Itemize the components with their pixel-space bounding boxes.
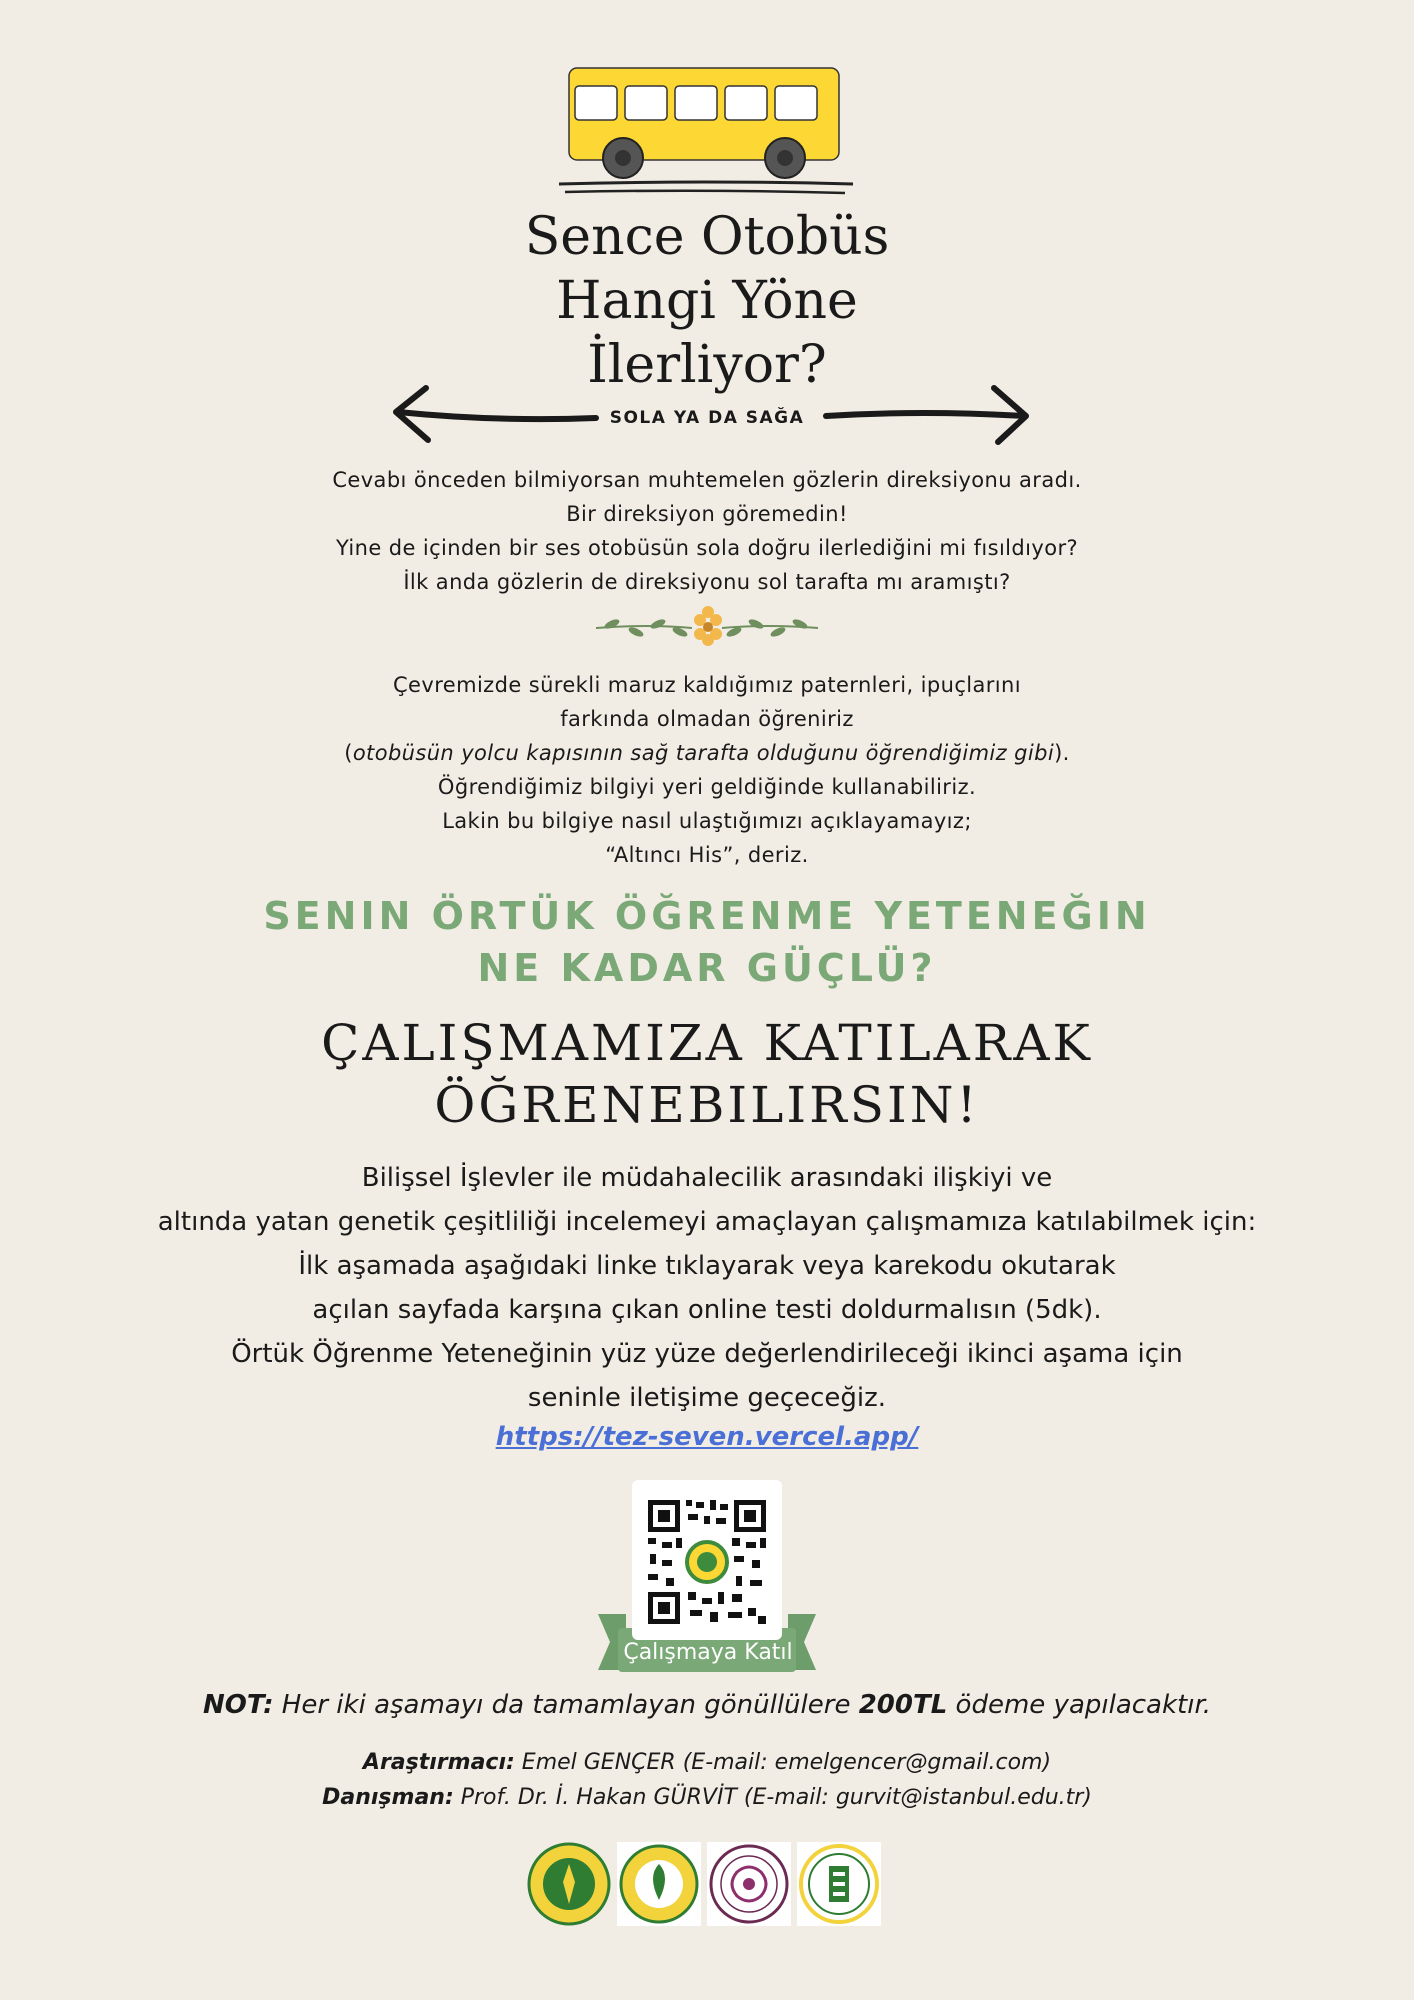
istanbul-university-logo bbox=[527, 1842, 611, 1926]
bus-illustration bbox=[555, 62, 860, 202]
note-text-before: Her iki aşamayı da tamamlayan gönüllülere bbox=[273, 1690, 859, 1720]
note-amount: 200TL bbox=[858, 1690, 948, 1720]
title-line-3: İlerliyor? bbox=[587, 335, 827, 395]
floral-divider-icon bbox=[592, 604, 822, 648]
intro-line: Bir direksiyon göremedin! bbox=[566, 502, 848, 526]
question-line-2: NE KADAR GÜÇLÜ? bbox=[477, 946, 937, 990]
paren-close: ). bbox=[1054, 741, 1070, 765]
note-label: NOT: bbox=[202, 1690, 274, 1720]
call-to-action-heading bbox=[0, 1012, 1414, 1136]
qr-code-card[interactable] bbox=[632, 1480, 782, 1640]
cta-line-1: ÇALIŞMAMIZA KATILARAK bbox=[321, 1014, 1093, 1072]
explanation-line: Lakin bu bilgiye nasıl ulaştığımızı açıklayamayız; bbox=[442, 809, 972, 833]
researcher-label: Araştırmacı: bbox=[362, 1750, 515, 1775]
question-heading bbox=[0, 890, 1414, 994]
researcher-value: Emel GENÇER (E-mail: emelgencer@gmail.com) bbox=[514, 1750, 1052, 1775]
study-link[interactable]: https://tez-seven.vercel.app/ bbox=[495, 1422, 919, 1452]
advisor-label: Danışman: bbox=[322, 1785, 454, 1810]
istanbul-medical-faculty-logo bbox=[707, 1842, 791, 1926]
intro-line: Yine de içinden bir ses otobüsün sola doğru ilerlediğini mi fısıldıyor? bbox=[335, 536, 1079, 560]
aziz-sancar-institute-logo bbox=[797, 1842, 881, 1926]
instruction-line: İlk aşamada aşağıdaki linke tıklayarak veya karekodu okutarak bbox=[298, 1251, 1116, 1281]
qr-code-icon bbox=[632, 1488, 782, 1638]
join-study-label: Çalışmaya Katıl bbox=[623, 1640, 793, 1665]
paren-open: ( bbox=[344, 741, 353, 765]
researcher-line bbox=[0, 1745, 1414, 1780]
note-text-after: ödeme yapılacaktır. bbox=[947, 1690, 1212, 1720]
advisor-value: Prof. Dr. İ. Hakan GÜRVİT (E-mail: gurvit@istanbul.edu.tr) bbox=[453, 1785, 1092, 1810]
explanation-paragraph bbox=[0, 668, 1414, 872]
advisor-line bbox=[0, 1780, 1414, 1815]
instructions-paragraph bbox=[0, 1156, 1414, 1420]
intro-line: Cevabı önceden bilmiyorsan muhtemelen gözlerin direksiyonu aradı. bbox=[332, 468, 1082, 492]
intro-line: İlk anda gözlerin de direksiyonu sol tarafta mı aramıştı? bbox=[403, 570, 1011, 594]
title-line-1: Sence Otobüs bbox=[524, 207, 890, 267]
question-line-1: SENIN ÖRTÜK ÖĞRENME YETENEĞIN bbox=[263, 894, 1151, 938]
page-title bbox=[0, 205, 1414, 397]
explanation-line bbox=[0, 736, 1414, 770]
subtitle: SOLA YA DA SAĞA bbox=[609, 408, 805, 428]
cta-line-2: ÖĞRENEBILIRSIN! bbox=[434, 1076, 980, 1134]
explanation-line: farkında olmadan öğreniriz bbox=[560, 707, 854, 731]
explanation-line: Çevremizde sürekli maruz kaldığımız paternleri, ipuçlarını bbox=[392, 673, 1021, 697]
instruction-line: Bilişsel İşlevler ile müdahalecilik arasındaki ilişkiyi ve bbox=[361, 1163, 1053, 1193]
payment-note bbox=[0, 1690, 1414, 1720]
intro-paragraph bbox=[0, 463, 1414, 599]
explanation-line: “Altıncı His”, deriz. bbox=[605, 843, 809, 867]
instruction-line: seninle iletişime geçeceğiz. bbox=[527, 1383, 887, 1413]
instruction-line: açılan sayfada karşına çıkan online testi doldurmalısın (5dk). bbox=[312, 1295, 1102, 1325]
credits bbox=[0, 1745, 1414, 1815]
instruction-line: altında yatan genetik çeşitliliği incelemeyi amaçlayan çalışmamıza katılabilmek için: bbox=[157, 1207, 1257, 1237]
explanation-line: Öğrendiğimiz bilgiyi yeri geldiğinde kullanabiliriz. bbox=[437, 775, 977, 799]
link-wrapper bbox=[0, 1422, 1414, 1452]
title-line-2: Hangi Yöne bbox=[556, 271, 858, 331]
explanation-italic-example: otobüsün yolcu kapısının sağ tarafta olduğunu öğrendiğimiz gibi bbox=[352, 741, 1055, 765]
instruction-line: Örtük Öğrenme Yeteneğinin yüz yüze değerlendirileceği ikinci aşama için bbox=[231, 1339, 1183, 1369]
health-sciences-institute-logo bbox=[617, 1842, 701, 1926]
